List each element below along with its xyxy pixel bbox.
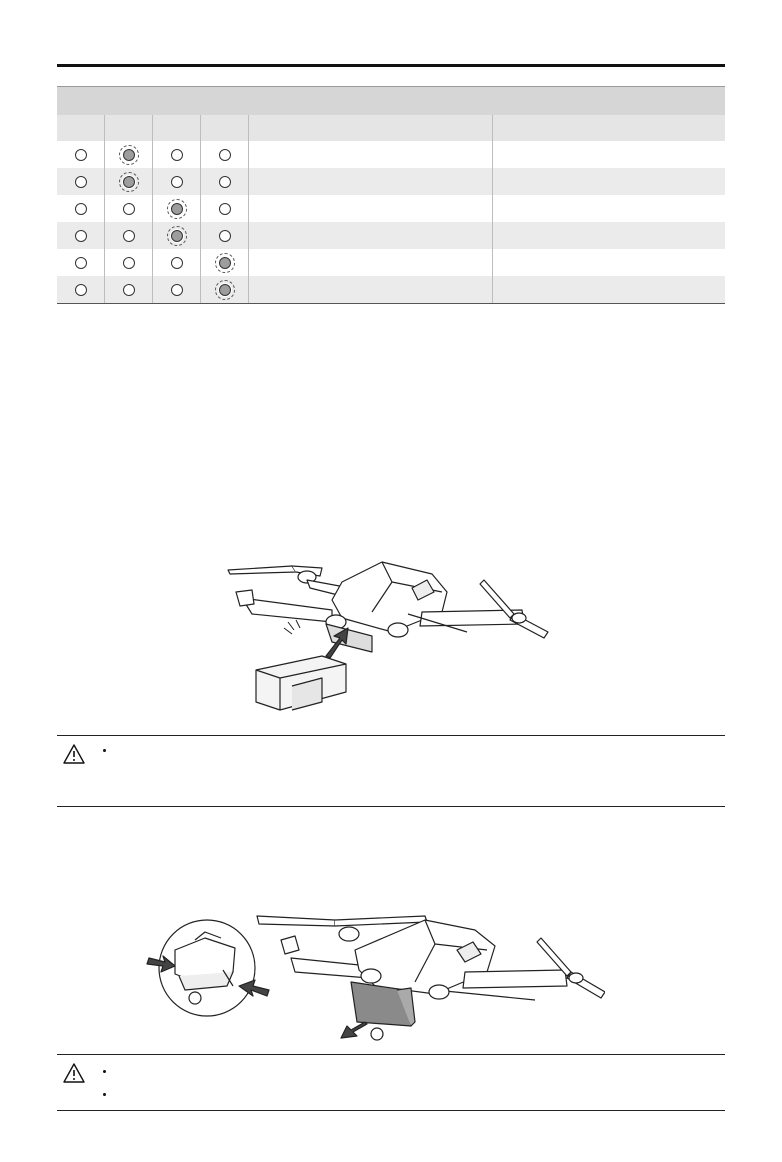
led-cell [201, 276, 249, 303]
led-cell [201, 222, 249, 249]
table-row [57, 195, 725, 222]
led-cell [153, 168, 201, 195]
led-table [57, 86, 725, 304]
table-row [57, 141, 725, 168]
row-level [493, 168, 725, 195]
row-level [493, 195, 725, 222]
led-cell [153, 195, 201, 222]
row-level [493, 276, 725, 303]
header-led-1 [57, 115, 105, 141]
led-cell [153, 222, 201, 249]
table-row [57, 249, 725, 276]
led-cell [57, 222, 105, 249]
table-row [57, 276, 725, 303]
led-cell [105, 249, 153, 276]
row-description [249, 249, 493, 276]
led-cell [57, 249, 105, 276]
led-blinking-icon [219, 257, 231, 269]
led-cell [153, 141, 201, 168]
led-cell [105, 141, 153, 168]
led-cell [153, 276, 201, 303]
led-blinking-icon [219, 284, 231, 296]
led-cell [201, 249, 249, 276]
row-level [493, 249, 725, 276]
led-blinking-icon [171, 203, 183, 215]
row-level [493, 222, 725, 249]
row-level [493, 141, 725, 168]
table-header-row [57, 115, 725, 141]
row-description [249, 276, 493, 303]
header-description [249, 115, 493, 141]
warning-box-2 [57, 1054, 725, 1111]
bullet-dot [103, 749, 106, 752]
led-off-icon [123, 284, 135, 296]
row-description [249, 222, 493, 249]
warning-triangle-icon [63, 744, 85, 764]
led-off-icon [171, 176, 183, 188]
led-off-icon [219, 203, 231, 215]
led-cell [57, 141, 105, 168]
drone-battery-remove-illustration [135, 910, 605, 1045]
table-row [57, 222, 725, 249]
led-off-icon [75, 149, 87, 161]
header-led-2 [105, 115, 153, 141]
row-description [249, 195, 493, 222]
led-cell [153, 249, 201, 276]
led-off-icon [219, 149, 231, 161]
table-body [57, 141, 725, 303]
led-off-icon [75, 284, 87, 296]
bullet-dot [103, 1070, 106, 1073]
led-off-icon [123, 203, 135, 215]
led-cell [105, 195, 153, 222]
led-cell [105, 222, 153, 249]
led-blinking-icon [123, 149, 135, 161]
led-off-icon [123, 257, 135, 269]
table-bottom-rule [57, 303, 725, 304]
led-off-icon [75, 203, 87, 215]
header-led-3 [153, 115, 201, 141]
warning-triangle-icon [63, 1063, 85, 1083]
led-cell [57, 168, 105, 195]
led-cell [201, 168, 249, 195]
led-cell [57, 276, 105, 303]
top-rule [57, 64, 725, 67]
led-off-icon [171, 149, 183, 161]
header-led-4 [201, 115, 249, 141]
led-cell [201, 195, 249, 222]
row-description [249, 141, 493, 168]
table-title-bar [57, 86, 725, 115]
header-level [493, 115, 725, 141]
led-off-icon [219, 230, 231, 242]
bullet-dot [103, 1093, 106, 1096]
led-cell [105, 276, 153, 303]
row-description [249, 168, 493, 195]
led-blinking-icon [123, 176, 135, 188]
led-cell [105, 168, 153, 195]
led-off-icon [171, 284, 183, 296]
led-blinking-icon [171, 230, 183, 242]
table-row [57, 168, 725, 195]
drone-battery-insert-illustration [222, 552, 552, 718]
led-cell [201, 141, 249, 168]
led-off-icon [171, 257, 183, 269]
led-off-icon [219, 176, 231, 188]
led-off-icon [75, 257, 87, 269]
warning-box-1 [57, 735, 725, 807]
led-off-icon [75, 176, 87, 188]
led-off-icon [123, 230, 135, 242]
led-off-icon [75, 230, 87, 242]
led-cell [57, 195, 105, 222]
